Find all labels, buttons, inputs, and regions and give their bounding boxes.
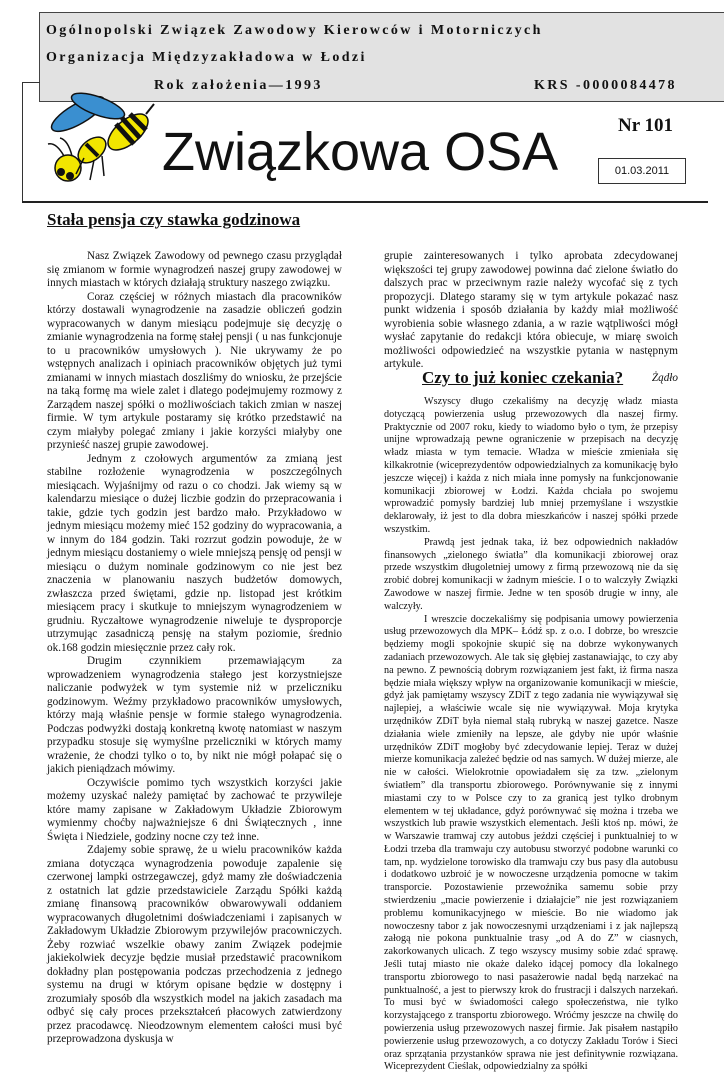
article-title: Czy to już koniec czekania? — [422, 368, 624, 387]
article-paragraph: Drugim czynnikiem przemawiającym za wprowadzeniem wynagrodzenia stałego jest korzystniejsze naliczanie podwyżek w tym systemie niż w przeliczniku godzinowym. Weźmy przykładowo pracowników umysłowych, którzy mają właśnie pensje w formie stałego wynagrodzenia. Podczas podwyżki dostają konkretną kwotę natomiast w naszym przypadku stosuje się wymyślne przeliczniki w których mamy wrażenie, że chodzi tylko o to, by nikt nie mógł połapać się o jakich pieniądzach mówimy. — [47, 655, 342, 775]
masthead-rule — [22, 201, 708, 203]
article-right-column — [384, 250, 678, 385]
founded-year: Rok założenia—1993 — [154, 78, 323, 93]
organization-branch: Organizacja Międzyzakładowa w Łodzi — [46, 50, 367, 65]
newsletter-title: Związkowa OSA — [162, 122, 559, 182]
issue-date: 01.03.2011 — [598, 158, 686, 184]
organization-name: Ogólnopolski Związek Zawodowy Kierowców i Motorniczych — [46, 23, 543, 38]
article-title: Stała pensja czy stawka godzinowa — [47, 210, 301, 229]
article-paragraph: Nasz Związek Zawodowy od pewnego czasu przyglądał się zmianom w formie wynagrodzeń naszej grupy zawodowej w innych miastach w których działają struktury naszego związku. — [47, 250, 342, 289]
header-side-rule — [22, 82, 23, 202]
article-signature: Żądło — [651, 371, 678, 384]
article-paragraph: Zdajemy sobie sprawę, że u wielu pracowników każda zmiana dotycząca wynagrodzenia powoduje zapalenie się czerwonej lampki ostrzegawczej, gdyż mamy złe doświadczenia z ostatnich lat gdzie przedstawiciele Zarządu Spółki każdą zmianę finansową pracowników obwarowywali oddaniem wypracowanych długoletnimi doświadczeniami i zapisanych w Zakładowym Układzie Zbiorowym przywilejów pracowniczych. Żeby rozwiać wszelkie obawy zanim Związek podejmie jakiekolwiek decyzje będzie musiał przedstawić pracownikom dokładny plan postępowania podczas przechodzenia z jednego systemu na drugi w którym opisane będzie w dostępny i zrozumiały sposób dla wszystkich model na jakich zasadach ma odbyć się cały proces przekształceń płacowych zatwierdzony przez pracodawcę. Nieodzownym elementem całości musi być przeprowadzona dyskusja w — [47, 844, 342, 1045]
article-paragraph: Jednym z czołowych argumentów za zmianą jest stabilne rozłożenie wynagrodzenia w poszczególnych miesiącach. Wyjaśnijmy od razu o co chodzi. Jak wiemy są w kalendarzu miesiące o dużej liczbie godzin do przepracowania i takie, gdzie tych godzin jest bardzo mało. Przykładowo w jednym miesiącu możemy mieć 152 godziny do wypracowania, a w innym do 184 godzin. Taki rozrzut godzin powoduje, że w jednym miesiącu dostaniemy o wiele mniejszą pensję od pensji w miesiącu o dużym nominale godzinowym co nie jest bez znaczenia w planowaniu naszych budżetów domowych, zwłaszcza przed świętami, gdzie np. listopad jest krótkim miesiącem pracy i skutkuje to mniejszym wynagrodzeniem w grudniu. Ryczałtowe wynagrodzenie niweluje te dysproporcje utrzymując zasadniczą pensję na stałym poziomie, średnio ok.168 godzin miesięcznie przez cały rok. — [47, 452, 342, 654]
article-right-column-2 — [384, 396, 678, 1074]
article-paragraph: I wreszcie doczekaliśmy się podpisania umowy powierzenia usług przewozowych dla MPK– Łódź sp. z o.o. I dobrze, bo wreszcie będziemy mogli spokojnie skupić się na dobrze wykonywanych zadaniach przewozowych. Ale tak się głębiej zastanawiając, to czy aby na pewno. Z pewnością dobrym rozwiązaniem jest fakt, iż firma nasza będzie miała większy wpływ na organizowanie komunikacji w mieście, gdyż jak pamiętamy wszyscy ZDiT z tego zadania nie wywiązywał się najlepiej, a właściwie wcale się nie wywiązywał. Moja krytyka urzędników ZDiT była niemal stałą rubryką w naszej gazetce. Nasze działania wiele zmieniły na lepsze, ale gdyby nie upór właśnie urzędników ZDiT mogłoby być zdecydowanie lepiej. Teraz w dużej mierze komunikacja zależeć będzie od nas samych. W dużej mierze, ale nie w całości. Wielokrotnie opowiadałem się za tzw. „zielonym światłem” dla transportu zbiorowego. Porównywanie się z innymi miastami czy to w Polsce czy to za granicą jest tylko drobnym elementem w tej układance, gdyż porównywać się można i trzeba we wszystkich lub prawie wszystkich elementach. Jeśli ktoś np. mówi, że w Warszawie tramwaj czy autobus jeździ częściej i punktualniej to w Łodzi trzeba dla tramwaju czy autobusu stworzyć podobne warunki co tam, np. wydzielone torowisko dla tramwaju czy bus pasy dla autobusu i dodatkowo uzbroić je w nowoczesne urządzenia pomocne w takim transporcie. Pozostawienie przewoźnika samemu sobie przy stwierdzeniu „macie powierzenie i działajcie” nie jest rozwiązaniem problemu komunikacyjnego w mieście. Bo nie wiadomo jak nowoczesny tabor z jak nowoczesnymi urządzeniami i z jak najlepszą załogą nie pokona punktualnie trasy „od A do Z” w ciasnych, zakorkowanych ulicach. Z tego wszyscy musimy sobie zdać sprawę. Jeśli tutaj miasto nie okaże daleko idącej pomocy dla lokalnego transportu zbiorowego to nasi pasażerowie nadal będą narzekać na punktualność, a jest to pierwszy krok do frustracji i dalszych narzekań. To musi być w świadomości całego społeczeństwa, nie tylko korzystającego z transportu zbiorowego. Wróćmy jeszcze na chwilę do powierzenia usług przewozowych naszej firmie. Jak pisałem nastąpiło powierzenie usług przewozowych, a co dotyczy Zakładu Torów i Sieci oraz sprzątania przystanków sprawa nie jest definitywnie rozwiązana. Wiceprezydent Cieślak, odpowiedzialny za spółki — [384, 613, 678, 1073]
article-paragraph: Coraz częściej w różnych miastach dla pracowników którzy dostawali wynagrodzenie na zasadzie obliczeń godzin wypracowanych w danym miesiącu podejmuje się decyzję o zmianie wynagrodzenia na formę stałej pensji ( u nas funkcjonuje to u pracowników umysłowych ). Nie ukrywamy że po wstępnych analizach i opiniach pracowników objętych już tymi zmianami w innych miastach doszliśmy do wniosku, że przejście na taką formę ma wiele zalet i dlatego podejmujemy rozmowy z Zarządem naszej spółki o możliwościach takich zmian w naszej firmie. W tym artykule postaramy się krótko przedstawić na czym miałyby polegać zmiany i jakie korzyści miałyby one przynieść naszej grupie zawodowej. — [47, 290, 342, 451]
header-corner-rule — [22, 82, 40, 83]
krs-number: KRS -0000084478 — [534, 78, 677, 93]
article-paragraph: Wszyscy długo czekaliśmy na decyzję władz miasta dotyczącą powierzenia usług przewozowych dla naszej firmy. Praktycznie od 2007 roku, kiedy to wiadomo było o tym, że przepisy unijne wprowadzają pewne ograniczenie w przepisach na decyzję władz miasta w tym temacie. Władza w mieście zmieniała się kilkakrotnie (wiceprezydentów odpowiedzialnych za komunikację było jeszcze więcej) i każda z nich miała inne pomysły na funkcjonowanie komunikacji zbiorowej w Łodzi. Każda chciała po swojemu wprowadzić pomysły bardziej lub mniej przemyślane i wszystkie deklarowały, iż jest to dla dobra mieszkańców i naszej spółki przede wszystkim. — [384, 396, 678, 535]
article-paragraph: Oczywiście pomimo tych wszystkich korzyści jakie możemy uzyskać należy pamiętać by zachować te przywileje które mamy zapisane w Zakładowym Układzie Zbiorowym wymienmy choćby najważniejsze 6 dni Świątecznych , inne Święta i Niedziele, godziny nocne czy też inne. — [47, 776, 342, 843]
wasp-logo-icon — [38, 84, 160, 190]
article-left-column — [47, 250, 342, 1047]
issue-number: Nr 101 — [618, 115, 674, 136]
article-paragraph: grupie zainteresowanych i tylko aprobata zdecydowanej większości tej grupy zawodowej powinna dać zielone światło do dalszych prac w przeciwnym razie należy wycofać się z tych propozycji. Dlatego staramy się w tym artykule pokazać nasz punkt widzenia i sposób działania by każdy miał możliwość wyrobienia sobie własnego zdania, a w razie wątpliwości mógł wysłać zapytanie do redakcji która obiecuje, w miarę swoich możliwości odpowiedzieć na wszystkie pytania w następnym artykule. — [384, 250, 678, 370]
article-paragraph: Prawdą jest jednak taka, iż bez odpowiednich nakładów finansowych „zielonego światła” dla komunikacji zbiorowej oraz przede wszystkim długoletniej umowy z firmą przewozową nie da się zrobić dobrej komunikacji w żadnym mieście. I o to walczyły Związki Zawodowe w naszej firmie. Jedne w ten sposób drugie w inny, ale walczyły. — [384, 536, 678, 612]
